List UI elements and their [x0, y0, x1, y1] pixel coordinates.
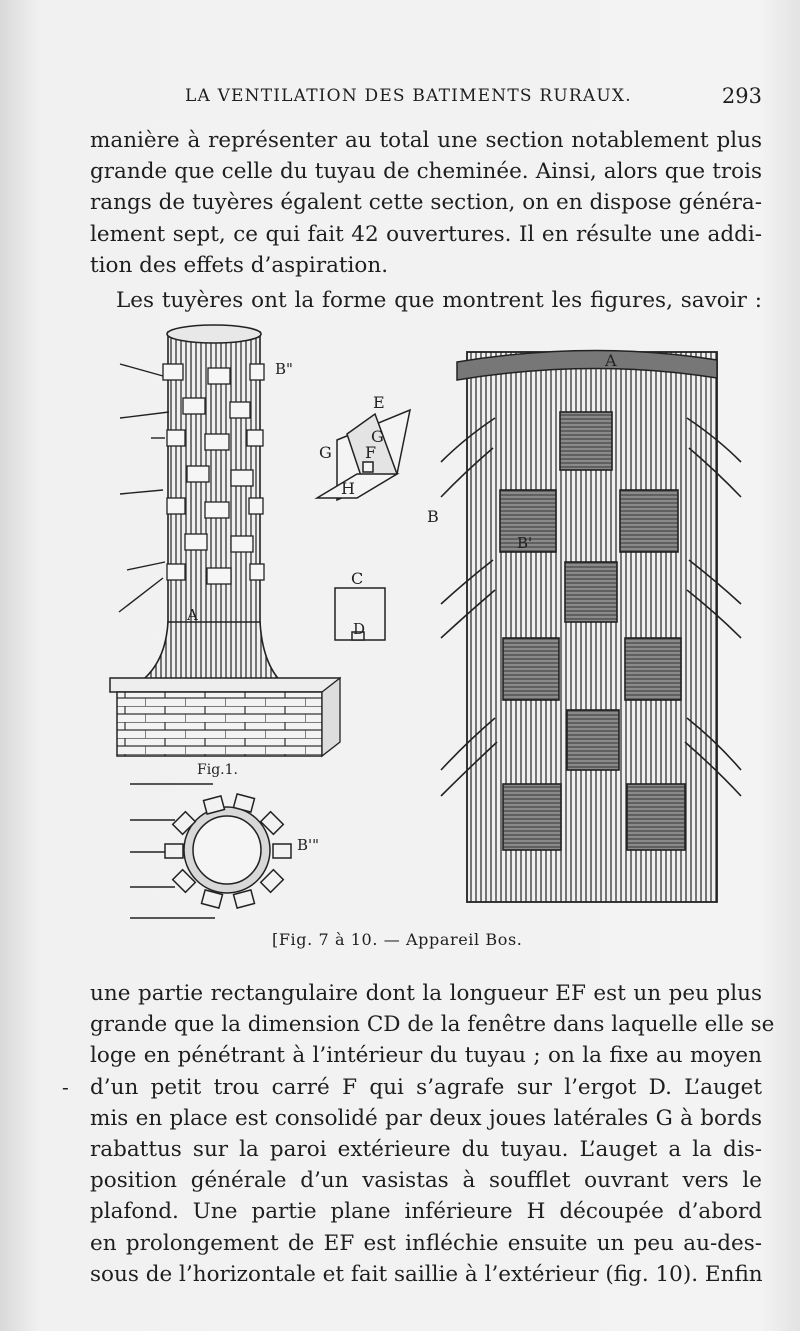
label-a-right: A	[605, 351, 617, 370]
text-line: mis en place est consolidé par deux joues latérales G à bords	[90, 1105, 762, 1131]
text-line: grande que celle du tuyau de cheminée. Ainsi, alors que trois	[90, 159, 762, 185]
text-line: position générale d’un vasistas à soufflet ouvrant vers le	[90, 1168, 762, 1194]
fig1-plan-view	[130, 784, 291, 918]
text-line: une partie rectangulaire dont la longueur EF est un peu plus	[90, 981, 762, 1006]
running-title: LA VENTILATION DES BATIMENTS RURAUX.	[185, 86, 632, 106]
label-a-left: A	[187, 606, 198, 624]
text-line: manière à représenter au total une section notablement plus	[90, 128, 762, 153]
figure-caption: [Fig. 7 à 10. — Appareil Bos.	[272, 930, 523, 949]
text-line: en prolongement de EF est infléchie ensuite un peu au-des-	[90, 1230, 762, 1256]
paragraph-2	[90, 285, 762, 316]
label-e: E	[373, 393, 385, 412]
figure-appareil-bos	[105, 322, 745, 922]
label-b-triple: B'"	[297, 836, 320, 854]
page-number: 293	[721, 84, 762, 108]
label-f: F	[365, 443, 377, 462]
fig10-section	[441, 350, 741, 902]
text-line: rabattus sur la paroi extérieure du tuyau. L’auget a la dis-	[90, 1137, 762, 1163]
figure-drawing	[105, 322, 745, 922]
label-c: C	[351, 569, 364, 588]
text-line: grande que la dimension CD de la fenêtre dans laquelle elle se	[90, 1012, 775, 1038]
label-fig-1: Fig.1.	[197, 762, 238, 778]
label-d: D	[353, 620, 366, 638]
label-g-outer: G	[319, 443, 332, 462]
text-line: sous de l’horizontale et fait saillie à l’extérieur (fig. 10). Enfin	[90, 1261, 763, 1287]
paragraph-1	[90, 125, 762, 281]
label-g-inner: G	[371, 427, 384, 446]
fig7-chimney	[110, 325, 340, 756]
text-line: Les tuyères ont la forme que montrent les figures, savoir :	[116, 288, 762, 313]
text-line: loge en pénétrant à l’intérieur du tuyau ; on la fixe au moyen	[90, 1043, 762, 1069]
text-line: tion des effets d’aspiration.	[90, 252, 389, 278]
margin-mark: -	[62, 1075, 69, 1099]
label-b-inner: B'	[517, 534, 533, 552]
label-b-side: B	[427, 507, 439, 526]
page-header	[90, 86, 762, 118]
text-line: plafond. Une partie plane inférieure H découpée d’abord	[90, 1199, 762, 1225]
label-h: H	[341, 479, 355, 498]
text-line: d’un petit trou carré F qui s’agrafe sur l’ergot D. L’auget	[90, 1074, 762, 1100]
paragraph-3	[90, 978, 775, 1290]
label-b-double: B"	[275, 360, 293, 378]
text-line: lement sept, ce qui fait 42 ouvertures. Il en résulte une addi-	[90, 221, 762, 247]
text-line: rangs de tuyères égalent cette section, on en dispose généra-	[90, 190, 762, 216]
